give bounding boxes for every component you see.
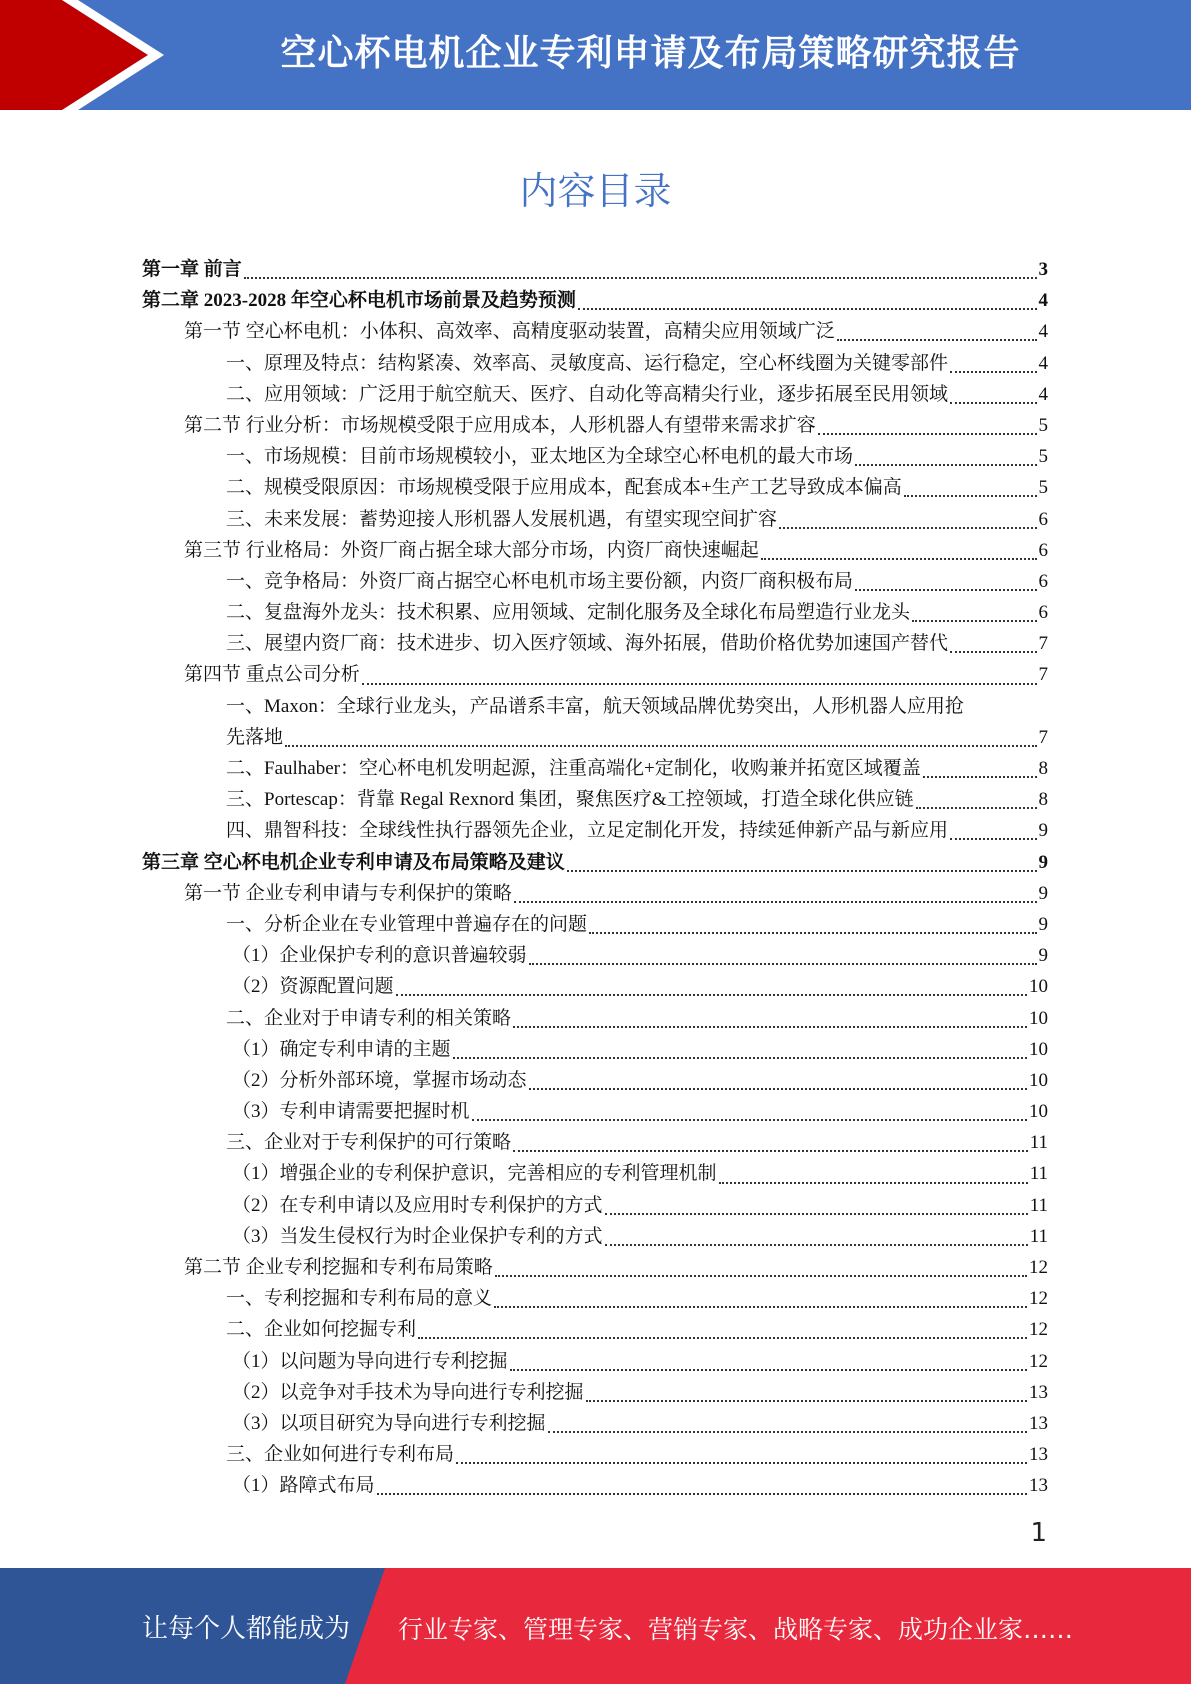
toc-page-number: 4: [1038, 321, 1048, 343]
toc-leader-dots: [510, 1368, 1027, 1371]
toc-page-number: 7: [1038, 633, 1048, 655]
toc-leader-dots: [950, 837, 1036, 840]
toc-page-number: 10: [1029, 1101, 1048, 1123]
toc-entry-text: （3）专利申请需要把握时机: [232, 1101, 470, 1123]
toc-leader-dots: [453, 1056, 1027, 1059]
toc-entry-text: （1）增强企业的专利保护意识，完善相应的专利管理机制: [232, 1163, 717, 1185]
toc-entry-text: 一、分析企业在专业管理中普遍存在的问题: [226, 913, 588, 935]
toc-entry[interactable]: [142, 1127, 1048, 1158]
toc-entry-text: 二、Faulhaber：空心杯电机发明起源，注重高端化+定制化，收购兼并拓宽区域覆盖: [226, 758, 921, 779]
toc-leader-dots: [494, 1305, 1027, 1308]
toc-entry-text: 第二章 2023-2028 年空心杯电机市场前景及趋势预测: [142, 290, 576, 312]
toc-entry[interactable]: [142, 1439, 1048, 1470]
toc-page-number: 6: [1038, 508, 1048, 530]
toc-leader-dots: [495, 1274, 1027, 1277]
toc-entry-text: 一、专利挖掘和专利布局的意义: [226, 1288, 493, 1310]
toc-leader-dots: [605, 1212, 1028, 1215]
toc-page-number: 7: [1038, 726, 1048, 748]
toc-entry-text: 三、企业对于专利保护的可行策略: [226, 1132, 512, 1154]
toc-page-number: 4: [1038, 290, 1048, 312]
toc-leader-dots: [514, 900, 1037, 903]
toc-entry-text: （1）企业保护专利的意识普遍较弱: [232, 945, 527, 967]
toc-page-number: 13: [1029, 1412, 1048, 1434]
footer-banner: [0, 1568, 1191, 1684]
toc-entry-text: （2）在专利申请以及应用时专利保护的方式: [232, 1194, 603, 1216]
toc-entry[interactable]: [142, 784, 1048, 815]
toc-entry[interactable]: [142, 441, 1048, 472]
toc-entry-text: （2）资源配置问题: [232, 976, 394, 998]
toc-page-number: 9: [1038, 820, 1048, 842]
toc-entry-text: 三、Portescap：背靠 Regal Rexnord 集团，聚焦医疗&工控领域，打造全球化供应链: [226, 789, 914, 811]
toc-page-number: 5: [1038, 446, 1048, 468]
toc-page-number: 4: [1038, 352, 1048, 374]
toc-entry-text: 三、未来发展：蓄势迎接人形机器人发展机遇，有望实现空间扩容: [226, 508, 778, 530]
toc-page-number: 7: [1038, 664, 1048, 686]
footer-slogan-left: 让每个人都能成为: [142, 1614, 351, 1644]
toc-leader-dots: [837, 338, 1037, 341]
toc-leader-dots: [912, 619, 1036, 622]
toc-entry[interactable]: [142, 815, 1048, 846]
toc-page-number: 9: [1038, 882, 1048, 904]
toc-entry-text: 第二节 企业专利挖掘和专利布局策略: [184, 1257, 493, 1278]
toc-page-number: 8: [1038, 758, 1048, 779]
toc-entry[interactable]: [142, 597, 1048, 628]
toc-entry-text: 一、竞争格局：外资厂商占据空心杯电机市场主要份额，内资厂商积极布局: [226, 570, 854, 592]
toc-entry-text: 一、Maxon：全球行业龙头，产品谱系丰富，航天领域品牌优势突出，人形机器人应用抢: [226, 695, 964, 717]
toc-entry[interactable]: [142, 878, 1048, 909]
toc-entry[interactable]: [142, 909, 1048, 940]
toc-entry[interactable]: [142, 940, 1048, 971]
toc-entry-text: 三、展望内资厂商：技术进步、切入医疗领域、海外拓展，借助价格优势加速国产替代: [226, 633, 949, 655]
toc-entry[interactable]: [142, 691, 1048, 722]
toc-page-number: 10: [1029, 976, 1048, 998]
header-banner: [0, 0, 1191, 110]
toc-entry[interactable]: [142, 1314, 1048, 1345]
toc-entry-text: 三、企业如何进行专利布局: [226, 1444, 455, 1466]
toc-entry[interactable]: [142, 410, 1048, 441]
toc-entry-text: （1）以问题为导向进行专利挖掘: [232, 1350, 508, 1372]
toc-entry[interactable]: [142, 847, 1048, 878]
toc-page-number: 11: [1029, 1194, 1048, 1216]
toc-leader-dots: [396, 993, 1027, 996]
toc-leader-dots: [589, 931, 1036, 934]
toc-page-number: 4: [1038, 383, 1048, 405]
toc-page-number: 10: [1029, 1069, 1048, 1091]
toc-entry-text: 二、复盘海外龙头：技术积累、应用领域、定制化服务及全球化布局塑造行业龙头: [226, 602, 911, 624]
toc-page-number: 10: [1029, 1007, 1048, 1029]
toc-entry-text: 第二节 行业分析：市场规模受限于应用成本，人形机器人有望带来需求扩容: [184, 414, 816, 436]
toc-page-number: 6: [1038, 539, 1048, 561]
toc-leader-dots: [456, 1461, 1027, 1464]
toc-leader-dots: [513, 1025, 1027, 1028]
toc-leader-dots: [950, 401, 1036, 404]
toc-page-number: 5: [1038, 414, 1048, 436]
toc-page-number: 11: [1029, 1163, 1048, 1185]
toc-entry[interactable]: [142, 1096, 1048, 1127]
toc-entry[interactable]: [142, 472, 1048, 503]
toc-leader-dots: [513, 1149, 1028, 1152]
toc-entry[interactable]: [142, 348, 1048, 379]
toc-leader-dots: [904, 494, 1037, 497]
footer-slogan-right: 行业专家、管理专家、营销专家、战略专家、成功企业家……: [398, 1615, 1074, 1644]
toc-entry-text: 第一章 前言: [142, 259, 242, 280]
toc-entry-continuation[interactable]: [142, 722, 1048, 753]
toc-entry[interactable]: [142, 254, 1048, 285]
page-number: 1: [1030, 1518, 1047, 1548]
toc-leader-dots: [779, 526, 1036, 529]
toc-page-number: 9: [1038, 945, 1048, 967]
toc-entry[interactable]: [142, 1003, 1048, 1034]
toc-entry[interactable]: [142, 1283, 1048, 1314]
toc-entry-text: （1）确定专利申请的主题: [232, 1038, 451, 1060]
toc-entry-text: 第三章 空心杯电机企业专利申请及布局策略及建议: [142, 851, 565, 873]
toc-entry-text: 二、规模受限原因：市场规模受限于应用成本，配套成本+生产工艺导致成本偏高: [226, 477, 902, 499]
toc-leader-dots: [567, 869, 1037, 872]
toc-entry[interactable]: [142, 1377, 1048, 1408]
toc-entry[interactable]: [142, 316, 1048, 347]
toc-entry-text: 二、应用领域：广泛用于航空航天、医疗、自动化等高精尖行业，逐步拓展至民用领域: [226, 383, 949, 405]
toc-entry[interactable]: [142, 1408, 1048, 1439]
toc-entry[interactable]: [142, 504, 1048, 535]
toc-entry-text: （3）当发生侵权行为时企业保护专利的方式: [232, 1225, 603, 1247]
toc-entry[interactable]: [142, 379, 1048, 410]
toc-entry[interactable]: [142, 566, 1048, 597]
table-of-contents: [142, 254, 1048, 1502]
toc-entry[interactable]: [142, 1470, 1048, 1501]
report-title: 空心杯电机企业专利申请及布局策略研究报告: [280, 33, 1021, 74]
toc-page-number: 12: [1029, 1257, 1048, 1278]
toc-leader-dots: [916, 806, 1037, 809]
toc-entry[interactable]: [142, 971, 1048, 1002]
toc-page-number: 8: [1038, 789, 1048, 811]
toc-leader-dots: [950, 650, 1036, 653]
toc-leader-dots: [855, 588, 1036, 591]
toc-leader-dots: [377, 1492, 1027, 1495]
toc-heading: 内容目录: [519, 169, 672, 213]
toc-leader-dots: [586, 1399, 1027, 1402]
toc-entry-text: 二、企业如何挖掘专利: [226, 1319, 417, 1341]
toc-leader-dots: [855, 463, 1036, 466]
toc-entry-text: 一、原理及特点：结构紧凑、效率高、灵敏度高、运行稳定，空心杯线圈为关键零部件: [226, 352, 949, 374]
toc-page-number: 10: [1029, 1038, 1048, 1060]
toc-page-number: 13: [1029, 1381, 1048, 1403]
toc-page-number: 9: [1038, 851, 1048, 873]
toc-page-number: 6: [1038, 602, 1048, 624]
toc-page-number: 13: [1029, 1444, 1048, 1466]
toc-page-number: 12: [1029, 1288, 1048, 1310]
toc-entry-text: 二、企业对于申请专利的相关策略: [226, 1007, 512, 1029]
toc-entry[interactable]: [142, 753, 1048, 784]
toc-entry[interactable]: [142, 1190, 1048, 1221]
toc-leader-dots: [923, 775, 1037, 778]
toc-entry-text: 第三节 行业格局：外资厂商占据全球大部分市场，内资厂商快速崛起: [184, 539, 759, 561]
toc-entry[interactable]: [142, 1065, 1048, 1096]
toc-entry-text: 第一节 空心杯电机：小体积、高效率、高精度驱动装置，高精尖应用领域广泛: [184, 321, 835, 343]
toc-leader-dots: [548, 1430, 1027, 1433]
toc-page-number: 13: [1029, 1475, 1048, 1497]
toc-entry[interactable]: [142, 535, 1048, 566]
toc-leader-dots: [818, 432, 1037, 435]
toc-entry-text: （2）以竞争对手技术为导向进行专利挖掘: [232, 1381, 584, 1403]
toc-leader-dots: [529, 962, 1037, 965]
toc-entry-text: 先落地: [226, 726, 284, 748]
toc-entry[interactable]: [142, 659, 1048, 690]
toc-leader-dots: [472, 1118, 1027, 1121]
toc-leader-dots: [605, 1243, 1028, 1246]
toc-page-number: 11: [1029, 1225, 1048, 1247]
toc-page-number: 11: [1029, 1132, 1048, 1154]
toc-entry[interactable]: [142, 1034, 1048, 1065]
toc-leader-dots: [418, 1336, 1027, 1339]
toc-page-number: 5: [1038, 477, 1048, 499]
toc-entry-text: 第四节 重点公司分析: [184, 664, 360, 686]
toc-entry[interactable]: [142, 1346, 1048, 1377]
toc-leader-dots: [761, 557, 1037, 560]
toc-entry-text: 一、市场规模：目前市场规模较小，亚太地区为全球空心杯电机的最大市场: [226, 446, 854, 468]
toc-page-number: 9: [1038, 913, 1048, 935]
toc-leader-dots: [244, 276, 1037, 279]
toc-entry[interactable]: [142, 1221, 1048, 1252]
toc-entry[interactable]: [142, 1252, 1048, 1283]
toc-page-number: 12: [1029, 1319, 1048, 1341]
toc-entry-text: （1）路障式布局: [232, 1475, 375, 1497]
toc-leader-dots: [578, 307, 1037, 310]
toc-leader-dots: [529, 1087, 1027, 1090]
toc-leader-dots: [362, 682, 1037, 685]
toc-entry-text: （3）以项目研究为导向进行专利挖掘: [232, 1412, 546, 1434]
toc-page-number: 12: [1029, 1350, 1048, 1372]
toc-page-number: 6: [1038, 570, 1048, 592]
toc-entry[interactable]: [142, 1158, 1048, 1189]
toc-entry-text: （2）分析外部环境，掌握市场动态: [232, 1069, 527, 1091]
toc-leader-dots: [719, 1181, 1028, 1184]
toc-leader-dots: [285, 744, 1036, 747]
toc-page-number: 3: [1038, 259, 1048, 280]
toc-entry[interactable]: [142, 628, 1048, 659]
toc-entry[interactable]: [142, 285, 1048, 316]
toc-entry-text: 四、鼎智科技：全球线性执行器领先企业，立足定制化开发，持续延伸新产品与新应用: [226, 820, 949, 842]
toc-leader-dots: [950, 370, 1036, 373]
toc-entry-text: 第一节 企业专利申请与专利保护的策略: [184, 882, 512, 904]
